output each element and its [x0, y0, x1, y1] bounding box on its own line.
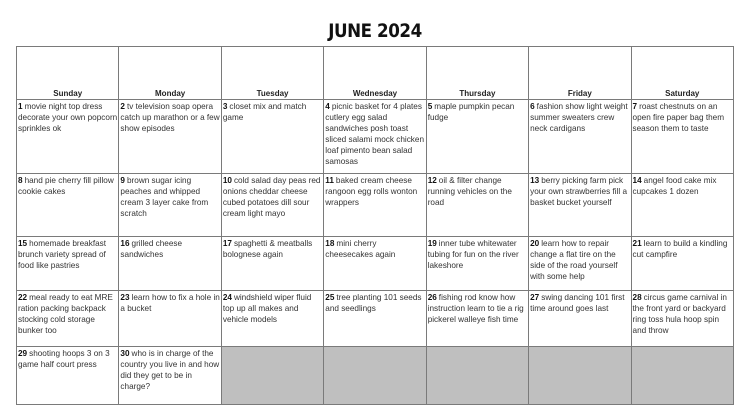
day-cell[interactable] — [17, 291, 119, 347]
day-number: 23 — [120, 293, 130, 302]
day-number: 26 — [427, 293, 437, 302]
week-row-5 — [17, 347, 734, 405]
day-event: meal ready to eat MRE ration packing backpack stocking cold storage bunker too — [18, 293, 113, 335]
day-cell[interactable] — [631, 237, 733, 291]
day-event: hand pie cherry fill pillow cookie cakes — [18, 176, 114, 196]
day-event: picnic basket for 4 plates cutlery egg salad sandwiches posh toast sliced salami mock chicken loaf pimento bean salad samosas — [325, 102, 425, 166]
day-number: 11 — [325, 176, 334, 185]
day-cell[interactable] — [17, 174, 119, 237]
day-number: 28 — [632, 293, 642, 302]
day-event: homemade breakfast brunch variety spread of food like pastries — [18, 239, 107, 270]
day-cell[interactable] — [529, 174, 631, 237]
day-cell[interactable] — [17, 237, 119, 291]
day-number: 17 — [222, 239, 232, 248]
weekday-tuesday: Tuesday — [221, 47, 323, 100]
day-cell[interactable] — [426, 174, 528, 237]
day-number: 3 — [222, 102, 228, 111]
day-cell[interactable] — [324, 237, 426, 291]
day-event: fishing rod know how instruction learn to tie a rig pickerel walleye fish time — [427, 293, 524, 324]
day-event: brown sugar icing peaches and whipped cream 3 layer cake from scratch — [120, 176, 209, 218]
day-number: 29 — [18, 349, 28, 358]
day-number: 8 — [18, 176, 23, 185]
day-number: 1 — [18, 102, 23, 111]
day-event: inner tube whitewater tubing for fun on the river lakeshore — [427, 239, 519, 270]
day-cell[interactable] — [631, 100, 733, 174]
day-event: learn how to fix a hole in a bucket — [120, 293, 220, 313]
day-event: berry picking farm pick your own strawberries fill a basket bucket yourself — [530, 176, 628, 207]
day-number: 27 — [530, 293, 540, 302]
weekday-friday: Friday — [529, 47, 631, 100]
week-row-2 — [17, 174, 734, 237]
day-event: grilled cheese sandwiches — [120, 239, 183, 259]
empty-day-cell — [529, 347, 631, 405]
day-event: swing dancing 101 first time around goes last — [530, 293, 625, 313]
day-event: closet mix and match game — [222, 102, 307, 122]
day-event: shooting hoops 3 on 3 game half court press — [18, 349, 110, 369]
day-number: 25 — [325, 293, 335, 302]
day-cell[interactable] — [324, 174, 426, 237]
weekday-wednesday: Wednesday — [324, 47, 426, 100]
day-number: 18 — [325, 239, 335, 248]
day-cell[interactable] — [221, 291, 323, 347]
day-cell[interactable] — [119, 100, 221, 174]
day-number: 6 — [530, 102, 535, 111]
day-cell[interactable] — [221, 174, 323, 237]
day-cell[interactable] — [631, 291, 733, 347]
day-event: cold salad day peas red onions cheddar cheese cubed potatoes dill sour cream light mayo — [222, 176, 321, 218]
day-cell[interactable] — [529, 291, 631, 347]
weekday-saturday: Saturday — [631, 47, 733, 100]
day-cell[interactable] — [221, 237, 323, 291]
day-number: 9 — [120, 176, 125, 185]
day-event: windshield wiper fluid top up all makes and vehicle models — [222, 293, 312, 324]
day-number: 24 — [222, 293, 232, 302]
day-event: mini cherry cheesecakes again — [325, 239, 396, 259]
empty-day-cell — [324, 347, 426, 405]
empty-day-cell — [426, 347, 528, 405]
day-event: who is in charge of the country you live in and how did they get to be in charge? — [120, 349, 220, 391]
day-cell[interactable] — [324, 100, 426, 174]
day-cell[interactable] — [631, 174, 733, 237]
weekday-sunday: Sunday — [17, 47, 119, 100]
day-event: maple pumpkin pecan fudge — [427, 102, 515, 122]
day-cell[interactable] — [221, 100, 323, 174]
day-event: spaghetti & meatballs bolognese again — [222, 239, 313, 259]
day-number: 19 — [427, 239, 437, 248]
day-number: 7 — [632, 102, 638, 111]
day-number: 12 — [427, 176, 437, 185]
day-event: roast chestnuts on an open fire paper bag them season them to taste — [632, 102, 725, 133]
day-number: 15 — [18, 239, 28, 248]
day-cell[interactable] — [426, 291, 528, 347]
week-row-3 — [17, 237, 734, 291]
week-row-1 — [17, 100, 734, 174]
day-cell[interactable] — [17, 347, 119, 405]
day-number: 20 — [530, 239, 540, 248]
day-number: 21 — [632, 239, 642, 248]
day-event: circus game carnival in the front yard or backyard ring toss hula hoop spin and throw — [632, 293, 727, 335]
day-number: 5 — [427, 102, 433, 111]
day-event: fashion show light weight summer sweaters crew neck cardigans — [530, 102, 628, 133]
empty-day-cell — [631, 347, 733, 405]
day-cell[interactable] — [426, 100, 528, 174]
day-number: 14 — [632, 176, 642, 185]
day-cell[interactable] — [529, 237, 631, 291]
day-event: movie night top dress decorate your own popcorn sprinkles ok — [18, 102, 118, 133]
day-number: 22 — [18, 293, 28, 302]
calendar-title: JUNE 2024 — [328, 20, 422, 42]
day-number: 4 — [325, 102, 330, 111]
weekday-monday: Monday — [119, 47, 221, 100]
day-cell[interactable] — [17, 100, 119, 174]
day-number: 30 — [120, 349, 130, 358]
day-cell[interactable] — [426, 237, 528, 291]
day-cell[interactable] — [324, 291, 426, 347]
day-cell[interactable] — [119, 291, 221, 347]
day-cell[interactable] — [119, 174, 221, 237]
day-number: 13 — [530, 176, 540, 185]
day-cell[interactable] — [529, 100, 631, 174]
day-cell[interactable] — [119, 237, 221, 291]
week-row-4 — [17, 291, 734, 347]
weekday-thursday: Thursday — [426, 47, 528, 100]
day-event: learn how to repair change a flat tire on the side of the road yourself with some help — [530, 239, 618, 281]
day-event: tv television soap opera catch up marathon or a few show episodes — [120, 102, 220, 133]
calendar-grid — [16, 46, 734, 405]
day-event: angel food cake mix cupcakes 1 dozen — [632, 176, 717, 196]
day-cell[interactable] — [119, 347, 221, 405]
day-number: 10 — [222, 176, 232, 185]
weekday-header-row — [17, 47, 734, 100]
day-event: oil & filter change running vehicles on the road — [427, 176, 512, 207]
day-event: baked cream cheese rangoon egg rolls wonton wrappers — [325, 176, 418, 207]
day-event: tree planting 101 seeds and seedlings — [325, 293, 422, 313]
day-number: 2 — [120, 102, 125, 111]
day-event: learn to build a kindling cut campfire — [632, 239, 728, 259]
day-number: 16 — [120, 239, 130, 248]
empty-day-cell — [221, 347, 323, 405]
